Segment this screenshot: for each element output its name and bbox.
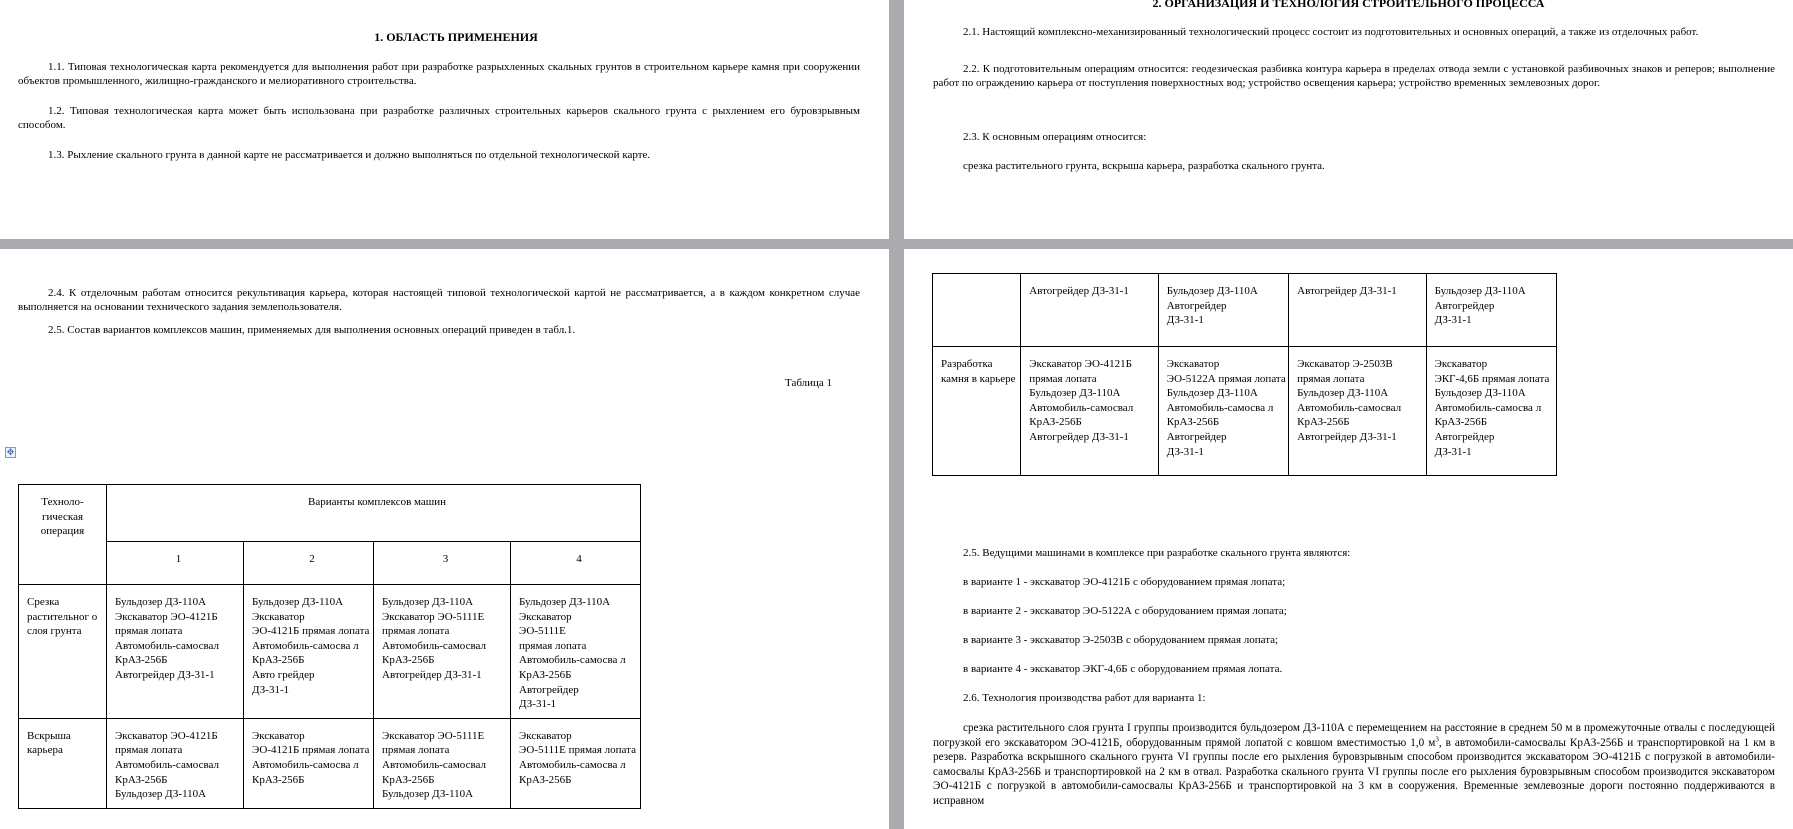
paragraph-1-1: 1.1. Типовая технологическая карта рекомендуется для выполнения работ при разработке разрыхленных скальных грунтов в строительном карьере камня при сооружении объектов промышленного, жилищно-гражданского и мелиоративного строительства.	[18, 61, 860, 87]
machine-sets-table	[18, 484, 641, 809]
cubic-superscript: 3	[1435, 734, 1439, 743]
table-cell: Экскаватор ЭО-5111Е прямая лопата Автомобиль-самосва л КрАЗ-256Б	[511, 718, 641, 808]
paragraph-2-3-list: срезка растительного грунта, вскрыша карьера, разработка скального грунта.	[963, 160, 1325, 172]
paragraph-2-2: 2.2. К подготовительным операциям относится: геодезическая разбивка контура карьера в пределах отвода земли с установкой разбивочных знаков и реперов; выполнение работ по ограждению карьера от поступления поверхностных вод; устройство освещения карьера; устройство временных землевозных дорог.	[933, 63, 1775, 89]
technology-text-a: срезка растительного слоя грунта I группы производится бульдозером ДЗ-110А с перемещением на расстояние в среднем 50 м в промежуточные отвалы с последующей погрузкой его экскаватором ЭО-4121Б, оборудованным прямой лопатой с ковшом вместимостью 1,0 м	[933, 722, 1775, 749]
table-cell: Экскаватор ЭО-4121Б прямая лопата Автомобиль-самосвал КрАЗ-256Б Бульдозер ДЗ-110А	[107, 718, 244, 808]
header-operation: Техноло- гическая операция	[19, 485, 107, 585]
section-2-heading: 2. ОРГАНИЗАЦИЯ И ТЕХНОЛОГИЯ СТРОИТЕЛЬНОГО ПРОЦЕССА	[1152, 0, 1545, 10]
paragraph-1-3: 1.3. Рыхление скального грунта в данной карте не рассматривается и должно выполняться по отдельной технологической карте.	[48, 149, 651, 161]
table-cell: Бульдозер ДЗ-110А Экскаватор ЭО-4121Б прямая лопата Автомобиль-самосва л КрАЗ-256Б Авто грейдер ДЗ-31-1	[244, 585, 374, 719]
table-cell: Бульдозер ДЗ-110А Экскаватор ЭО-5111Е прямая лопата Автомобиль-самосва л КрАЗ-256Б Автогрейдер ДЗ-31-1	[511, 585, 641, 719]
table-cell: Бульдозер ДЗ-110А Автогрейдер ДЗ-31-1	[1158, 274, 1288, 347]
paragraph-2-6: 2.6. Технология производства работ для варианта 1:	[963, 692, 1206, 704]
table-number-row	[19, 542, 641, 585]
table-cell: Экскаватор ЭКГ-4,6Б прямая лопата Бульдозер ДЗ-110А Автомобиль-самосва л КрАЗ-256Б Автогрейдер ДЗ-31-1	[1426, 347, 1556, 476]
page-3	[0, 249, 889, 829]
variant-4-line: в варианте 4 - экскаватор ЭКГ-4,6Б с оборудованием прямая лопата.	[963, 663, 1283, 675]
page-4	[904, 249, 1793, 829]
table-cell: Экскаватор ЭО-5111Е прямая лопата Автомобиль-самосвал КрАЗ-256Б Бульдозер ДЗ-110А	[374, 718, 511, 808]
paragraph-1-2: 1.2. Типовая технологическая карта может быть использована при разработке различных строительных карьеров скального грунта с рыхлением его буровзрывным способом.	[18, 105, 860, 131]
section-1-heading: 1. ОБЛАСТЬ ПРИМЕНЕНИЯ	[374, 30, 538, 44]
table-cell: Автогрейдер ДЗ-31-1	[1289, 274, 1426, 347]
table-row	[933, 347, 1557, 476]
move-anchor-icon[interactable]: ✥	[6, 447, 15, 457]
table-cell: Бульдозер ДЗ-110А Автогрейдер ДЗ-31-1	[1426, 274, 1556, 347]
variant-1-line: в варианте 1 - экскаватор ЭО-4121Б с оборудованием прямая лопата;	[963, 576, 1286, 588]
technology-text-b: , в автомобили-самосвалы КрАЗ-256Б и транспортировкой на 1 км в резерв. Разработка вскрышного скального грунта VI группы после его рыхления буровзрывным способом производится экскаватором ЭО-4121Б с погрузкой в автомобили-самосвалы КрАЗ-256Б и транспортировкой на 2 км в отвал. Разработка скального грунта VI группы после его рыхления буровзрывным способом производится экскаватором ЭО-4121Б с погрузкой в автомобили-самосвалы КрАЗ-256Б и транспортировкой на 3 км в сооружения. Временные землевозные дороги постоянно поддерживаются в исправном	[933, 736, 1775, 807]
paragraph-2-5-leading: 2.5. Ведущими машинами в комплексе при разработке скального грунта являются:	[963, 547, 1351, 559]
paragraph-2-3: 2.3. К основным операциям относится:	[963, 131, 1147, 143]
table-header-row	[19, 485, 641, 542]
table-cell: Экскаватор ЭО-4121Б прямая лопата Бульдозер ДЗ-110А Автомобиль-самосвал КрАЗ-256Б Автогрейдер ДЗ-31-1	[1021, 347, 1158, 476]
machine-sets-table-continued	[932, 273, 1557, 476]
header-variants: Варианты комплексов машин	[107, 485, 641, 542]
variant-number: 2	[244, 542, 374, 585]
paragraph-technology	[933, 721, 1775, 808]
operation-cell: Разработка камня в карьере	[933, 347, 1021, 476]
variant-number: 1	[107, 542, 244, 585]
variant-number: 4	[511, 542, 641, 585]
variant-2-line: в варианте 2 - экскаватор ЭО-5122А с оборудованием прямая лопата;	[963, 605, 1287, 617]
table-cell: Автогрейдер ДЗ-31-1	[1021, 274, 1158, 347]
table-cell: Экскаватор ЭО-5122А прямая лопата Бульдозер ДЗ-110А Автомобиль-самосва л КрАЗ-256Б Автогрейдер ДЗ-31-1	[1158, 347, 1288, 476]
paragraph-2-5: 2.5. Состав вариантов комплексов машин, применяемых для выполнения основных операций приведен в табл.1.	[48, 324, 576, 336]
table-cell: Бульдозер ДЗ-110А Экскаватор ЭО-4121Б прямая лопата Автомобиль-самосвал КрАЗ-256Б Автогрейдер ДЗ-31-1	[107, 585, 244, 719]
variant-number: 3	[374, 542, 511, 585]
table-cell: Бульдозер ДЗ-110А Экскаватор ЭО-5111Е прямая лопата Автомобиль-самосвал КрАЗ-256Б Автогрейдер ДЗ-31-1	[374, 585, 511, 719]
paragraph-2-1: 2.1. Настоящий комплексно-механизированный технологический процесс состоит из подготовительных и основных операций, а также из отделочных работ.	[963, 26, 1699, 38]
table-row	[19, 585, 641, 719]
table-cell: Экскаватор ЭО-4121Б прямая лопата Автомобиль-самосва л КрАЗ-256Б	[244, 718, 374, 808]
table-row	[933, 274, 1557, 347]
operation-cell: Вскрыша карьера	[19, 718, 107, 808]
operation-cell: Срезка растительног о слоя грунта	[19, 585, 107, 719]
page-2	[904, 0, 1793, 239]
operation-cell	[933, 274, 1021, 347]
variant-3-line: в варианте 3 - экскаватор Э-2503В с оборудованием прямая лопата;	[963, 634, 1279, 646]
paragraph-2-4: 2.4. К отделочным работам относится рекультивация карьера, которая настоящей типовой технологической картой не рассматривается, а в каждом конкретном случае выполняется на основании технического задания землепользователя.	[18, 287, 860, 313]
table-caption: Таблица 1	[785, 377, 833, 389]
table-cell: Экскаватор Э-2503В прямая лопата Бульдозер ДЗ-110А Автомобиль-самосвал КрАЗ-256Б Автогрейдер ДЗ-31-1	[1289, 347, 1426, 476]
table-row	[19, 718, 641, 808]
page-1	[0, 0, 889, 239]
